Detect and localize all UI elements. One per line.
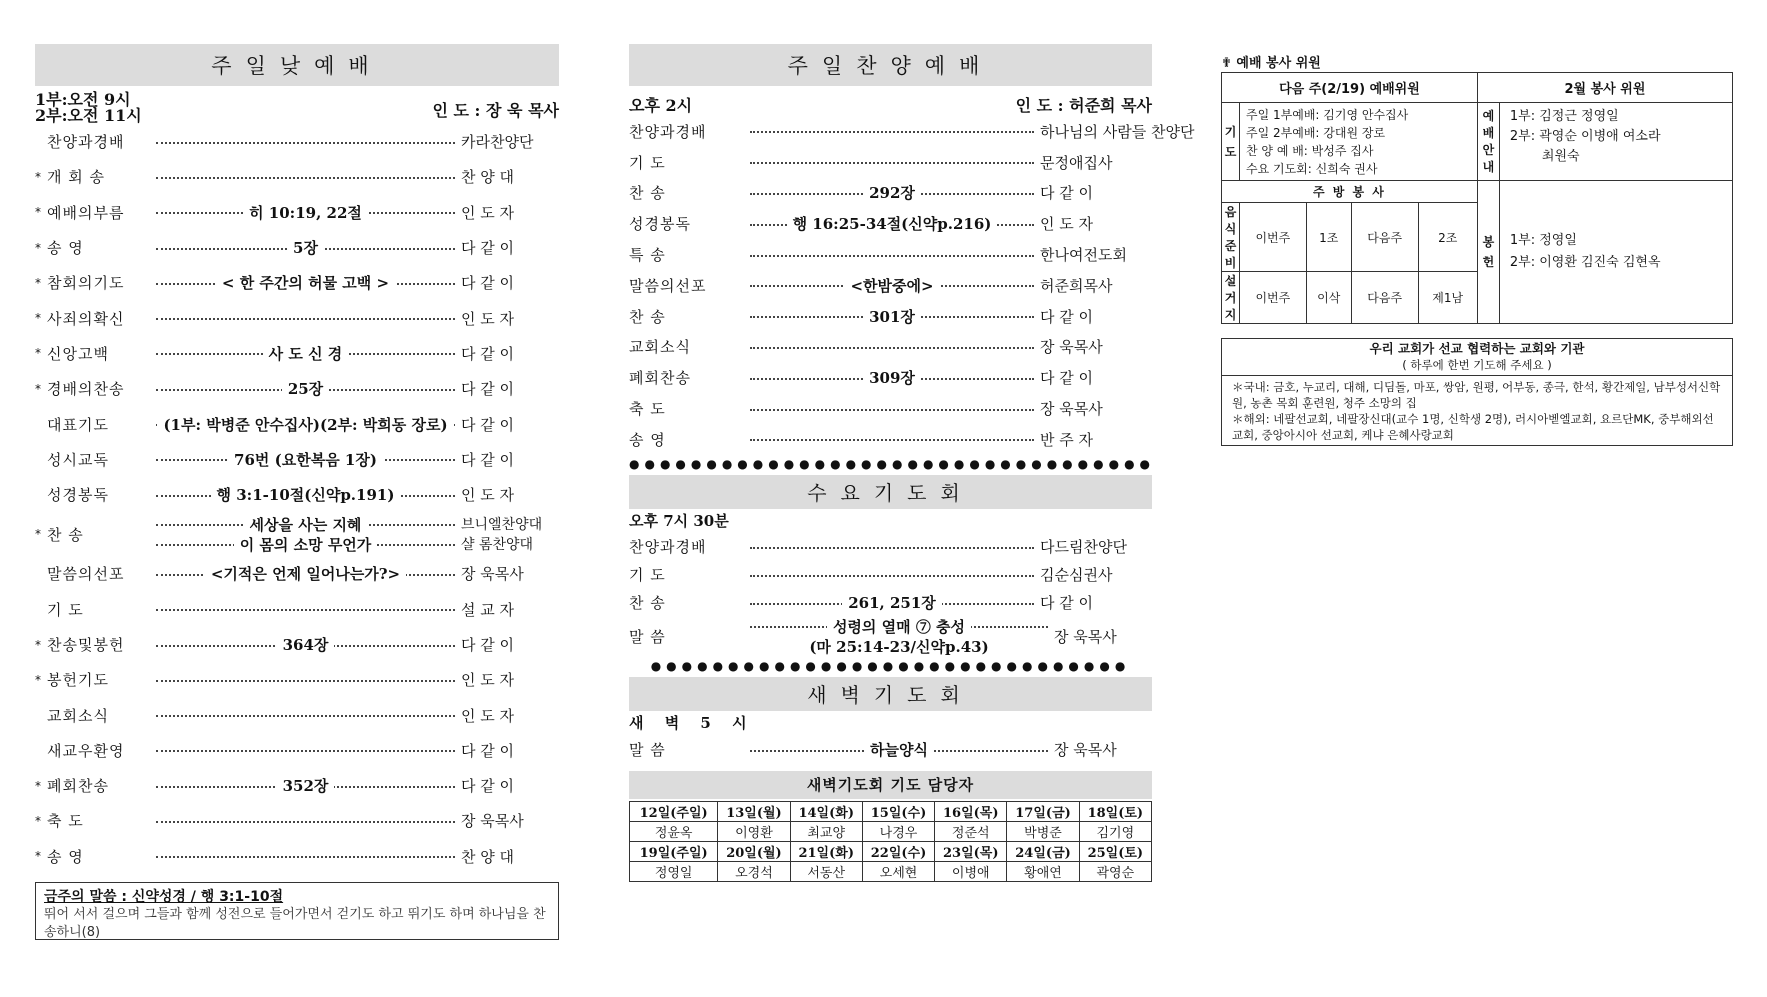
prayer-cell: 오세현: [862, 861, 934, 881]
item-detail: [156, 449, 455, 470]
item-person: 다 같 이: [461, 450, 515, 469]
item-detail: [156, 202, 455, 223]
item-person: 카라찬양단: [461, 133, 534, 152]
choir-songs: [156, 514, 455, 554]
dawn-schedule-title: 새벽기도회 기도 담당자: [629, 771, 1152, 799]
item-name: 송 영: [47, 847, 84, 866]
item-name: 기 도: [629, 153, 666, 172]
item-detail: [750, 306, 1034, 327]
wednesday-order-list: [629, 533, 1152, 617]
item-name: 개 회 송: [47, 168, 106, 187]
item-name: 찬 송: [629, 307, 666, 326]
item-person: 다 같 이: [461, 239, 515, 258]
item-person: 장 욱목사: [1040, 338, 1103, 357]
worship-item-row: [35, 442, 559, 477]
item-person: 인 도 자: [461, 671, 515, 690]
worship-item-row: [629, 424, 1152, 455]
item-person: 인 도 자: [461, 203, 515, 222]
prayer-cell: 곽영순: [1079, 861, 1151, 881]
worship-item-row: [629, 270, 1152, 301]
item-name: 새교우환영: [47, 741, 125, 760]
worship-item-row: [629, 147, 1152, 178]
item-name: 신앙고백: [47, 344, 109, 363]
item-person: 다드림찬양단: [1040, 538, 1127, 557]
usher-label: 예배안내: [1477, 103, 1499, 181]
dawn-sermon-row: 말 씀 하늘양식 장 욱목사: [629, 735, 1152, 765]
worship-item-row: [629, 239, 1152, 270]
prayer-cell: 정준석: [935, 821, 1007, 841]
wednesday-time: 오후 7시 30분: [629, 512, 729, 531]
item-detail: [156, 634, 455, 655]
offering-list: 1부: 정영일 2부: 이영환 김진숙 김현옥: [1499, 181, 1732, 324]
choir-1: 브니엘찬양대: [461, 517, 543, 534]
choir-2: 샬 롬찬양대: [461, 537, 534, 554]
item-detail-text: <기적은 언제 일어나는가?>: [205, 563, 406, 584]
worship-item-row: [35, 336, 559, 371]
prayer-cell: 16일(목): [935, 801, 1007, 821]
item-person: 한나여전도회: [1040, 246, 1127, 265]
offering-label: 봉헌: [1477, 181, 1499, 324]
month-header: 2월 봉사 위원: [1477, 73, 1732, 103]
worship-item-row: [629, 362, 1152, 393]
mission-title: 우리 교회가 선교 협력하는 교회와 기관: [1369, 341, 1585, 356]
dawn-service-title: 새벽기도회: [629, 677, 1152, 711]
item-person: 하나님의 사람들 찬양단: [1040, 122, 1195, 141]
item-person: 장 욱목사: [461, 812, 524, 831]
worship-item-row: [35, 839, 559, 874]
item-name: 참회의기도: [47, 274, 125, 293]
divider-dots-2: ●●●●●●●●●●●●●●●●●●●●●●●●●●●●●●●: [650, 658, 1131, 673]
item-name: 말씀의선포: [47, 565, 125, 584]
prayer-cell: 13일(월): [718, 801, 790, 821]
prayer-cell: 19일(주일): [630, 841, 718, 861]
prayer-label: 기도: [1222, 103, 1240, 181]
order-of-worship-list: [35, 124, 559, 512]
prayer-list: 주일 1부예배: 김기영 안수집사 주일 2부예배: 강대원 장로 찬 양 예 배: 박성주 집사 수요 기도회: 신희숙 권사: [1240, 103, 1478, 181]
worship-item-row: [629, 178, 1152, 209]
item-detail-text: 히 10:19, 22절: [243, 202, 368, 223]
prayer-cell: 12일(주일): [630, 801, 718, 821]
prayer-cell: 25일(토): [1079, 841, 1151, 861]
standing-mark: *: [35, 240, 41, 255]
item-person: 인 도 자: [461, 706, 515, 725]
worship-item-row: [35, 300, 559, 335]
sunday-service-title: 주일낮예배: [35, 44, 559, 86]
item-detail-text: 301장: [863, 306, 921, 327]
prayer-cell: 정윤옥: [630, 821, 718, 841]
standing-mark: *: [35, 672, 41, 687]
item-detail-text: (1부: 박병준 안수집사)(2부: 박희동 장로): [157, 414, 453, 435]
weekly-verse-title: 금주의 말씀 : 신약성경 / 행 3:1-10절: [44, 888, 284, 905]
item-name: 봉헌기도: [47, 671, 109, 690]
service-leader: 인 도 : 장 욱 목사: [432, 101, 559, 120]
item-detail: [156, 414, 455, 435]
item-detail: [156, 272, 455, 293]
sermon-scripture: (마 25:14-23/신약p.43): [809, 638, 989, 657]
sunday-service-timeline: [35, 92, 559, 124]
item-detail: [156, 563, 455, 584]
item-name: 찬 송: [47, 525, 84, 544]
worship-item-row: [35, 768, 559, 803]
sunday-service-section: [35, 44, 559, 940]
worship-item-row: [35, 627, 559, 662]
item-person: 다 같 이: [461, 636, 515, 654]
praise-service-time: 오후 2시: [629, 96, 693, 115]
item-detail-text: 352장: [277, 775, 335, 796]
worship-item-row: [35, 124, 559, 159]
mission-domestic: ＊국내: 금호, 누교리, 대해, 디딤돌, 마포, 쌍암, 원평, 어부동, 종극, 한석, 황간제일, 남부성서신학원, 농촌 목회 훈련원, 청주 소망의 집: [1232, 380, 1721, 410]
item-name: 송 영: [629, 430, 666, 449]
item-name: 교회소식: [47, 706, 109, 725]
item-detail: [750, 213, 1034, 234]
standing-mark: *: [35, 778, 41, 793]
worship-item-row: [629, 301, 1152, 332]
item-name: 기 도: [629, 566, 666, 585]
item-person: 다 같 이: [461, 415, 515, 434]
item-name: 축 도: [629, 400, 666, 419]
worship-item-row: [629, 208, 1152, 239]
item-person: 인 도 자: [1040, 215, 1094, 234]
item-detail: [156, 378, 455, 399]
item-name: 사죄의확신: [47, 309, 125, 328]
item-detail: [156, 237, 455, 258]
prayer-cell: 24일(금): [1007, 841, 1079, 861]
weekly-verse-box: [35, 882, 559, 940]
prayer-cell: 21일(화): [790, 841, 862, 861]
kitchen-row: 음식준비 이번주 1조 다음주 2조: [1222, 203, 1733, 272]
item-detail-text: 25장: [282, 378, 329, 399]
item-person: 찬 양 대: [461, 847, 515, 866]
prayer-cell: 이병애: [935, 861, 1007, 881]
worship-item-row: [35, 159, 559, 194]
prayer-cell: 나경우: [862, 821, 934, 841]
worship-item-row: [35, 662, 559, 697]
standing-mark: *: [35, 527, 41, 542]
item-detail: [156, 484, 455, 505]
prayer-cell: 17일(금): [1007, 801, 1079, 821]
item-name: 찬양과경배: [629, 122, 707, 141]
item-person: 김순심권사: [1040, 566, 1113, 585]
weekly-verse-body: 뛰어 서서 걸으며 그들과 함께 성전으로 들어가면서 걷기도 하고 뛰기도 하며 하나님을 찬송하니(8): [44, 906, 546, 940]
item-name: 찬양과경배: [629, 538, 707, 557]
item-detail-text: 364장: [277, 634, 335, 655]
standing-mark: *: [35, 346, 41, 361]
item-name: 찬양과경배: [47, 133, 125, 152]
item-person: 인 도 자: [461, 309, 515, 328]
item-person: 장 욱목사: [461, 565, 524, 584]
worship-item-row: [35, 195, 559, 230]
order-of-worship-list-2: [35, 556, 559, 874]
item-name: 축 도: [47, 812, 84, 831]
worship-item-row: [629, 561, 1152, 589]
item-detail: [750, 592, 1034, 613]
item-person: 다 같 이: [461, 741, 515, 760]
item-name: 기 도: [47, 600, 84, 619]
prayer-cell: 김기영: [1079, 821, 1151, 841]
item-name: 예배의부름: [47, 203, 125, 222]
worship-item-row: [35, 803, 559, 838]
item-detail: [156, 775, 455, 796]
worship-item-row: [35, 697, 559, 732]
praise-service-title: 주일찬양예배: [629, 44, 1152, 86]
service-staff-title: ✟ 예배 봉사 위원: [1221, 56, 1321, 71]
item-name: 성경봉독: [629, 215, 691, 234]
item-person: 다 같 이: [461, 380, 515, 399]
item-detail-text: 292장: [863, 182, 921, 203]
item-person: 인 도 자: [461, 486, 515, 505]
choir-song-2: 이 몸의 소망 무언가: [234, 534, 378, 555]
service-staff-table: [1221, 72, 1733, 324]
worship-item-row: [35, 592, 559, 627]
prayer-cell: 오경석: [718, 861, 790, 881]
item-detail: [156, 343, 455, 364]
item-detail-text: 76번 (요한복음 1장): [228, 449, 383, 470]
standing-mark: *: [35, 849, 41, 864]
item-detail-text: 사 도 신 경: [263, 343, 349, 364]
item-detail: [750, 275, 1034, 296]
item-person: 허준희목사: [1040, 276, 1113, 295]
item-name: 찬 송: [629, 184, 666, 203]
dawn-time: 새 벽 5 시: [629, 714, 755, 733]
worship-item-row: [35, 371, 559, 406]
choir-song-1: 세상을 사는 지혜: [244, 514, 368, 535]
item-detail: [750, 182, 1034, 203]
mission-subtitle: ( 하루에 한번 기도해 주세요 ): [1402, 358, 1552, 372]
worship-item-row: [629, 332, 1152, 363]
afternoon-services-section: [629, 44, 1195, 882]
dawn-prayer-table: [629, 801, 1152, 882]
item-detail-text: 행 16:25-34절(신약p.216): [787, 213, 998, 234]
item-name: 경배의찬송: [47, 380, 125, 399]
prayer-cell: 14일(화): [790, 801, 862, 821]
standing-mark: *: [35, 275, 41, 290]
praise-order-list: [629, 116, 1195, 455]
worship-item-row: [629, 589, 1152, 617]
prayer-cell: 20일(월): [718, 841, 790, 861]
service-time-2: 2부:오전 11시: [35, 106, 142, 125]
item-detail: [750, 367, 1034, 388]
prayer-cell: 황애연: [1007, 861, 1079, 881]
prayer-cell: 18일(토): [1079, 801, 1151, 821]
item-detail-text: 309장: [863, 367, 921, 388]
item-person: 다 같 이: [461, 777, 515, 796]
item-name: 성경봉독: [47, 486, 109, 505]
item-name: 말 씀: [629, 628, 666, 647]
prayer-cell: 박병준: [1007, 821, 1079, 841]
worship-item-row: [35, 406, 559, 441]
prayer-cell: 22일(수): [862, 841, 934, 861]
item-name: 대표기도: [47, 415, 109, 434]
worship-item-row: [629, 533, 1152, 561]
praise-service-leader: 인 도 : 허준희 목사: [1015, 96, 1152, 115]
sermon-title: 성령의 열매 ⑦ 충성: [827, 616, 971, 637]
item-name: 특 송: [629, 246, 666, 265]
worship-item-row: [629, 116, 1195, 147]
kitchen-header: 주 방 봉 사: [1222, 181, 1478, 203]
item-person: 설 교 자: [461, 600, 515, 619]
standing-mark: *: [35, 813, 41, 828]
worship-item-row: [629, 393, 1152, 424]
worship-item-row: [35, 556, 559, 591]
item-person: 문정애집사: [1040, 153, 1113, 172]
item-name: 말씀의선포: [629, 276, 707, 295]
item-person: 다 같 이: [1040, 184, 1094, 203]
item-name: 폐회찬송: [629, 369, 691, 388]
item-detail-text: < 한 주간의 허물 고백 >: [216, 272, 395, 293]
standing-mark: *: [35, 205, 41, 220]
standing-mark: *: [35, 311, 41, 326]
divider-dots: ●●●●●●●●●●●●●●●●●●●●●●●●●●●●●●●●●●: [629, 456, 1156, 471]
item-person: 다 같 이: [461, 274, 515, 293]
next-week-header: 다음 주(2/19) 예배위원: [1222, 73, 1478, 103]
worship-item-row: [35, 230, 559, 265]
item-name: 찬 송: [629, 594, 666, 613]
prayer-cell: 이영환: [718, 821, 790, 841]
wednesday-sermon-row: [629, 617, 1152, 657]
worship-item-row: [35, 477, 559, 512]
prayer-cell: 15일(수): [862, 801, 934, 821]
mission-overseas: ＊해외: 네팔선교회, 네팔장신대(교수 1명, 신학생 2명), 러시아벧엘교회, 요르단MK, 중부해외선교회, 중앙아시아 선교회, 케냐 은혜사랑교회: [1232, 412, 1714, 442]
item-name: 성시교독: [47, 450, 109, 469]
service-staff-section: [1221, 52, 1733, 446]
standing-mark: *: [35, 637, 41, 652]
choir-row: [35, 512, 559, 556]
prayer-cell: 정영일: [630, 861, 718, 881]
item-person: 다 같 이: [1040, 594, 1094, 613]
service-time-1: 1부:오전 9시: [35, 90, 131, 109]
item-detail-text: 261, 251장: [842, 592, 942, 613]
standing-mark: *: [35, 381, 41, 396]
item-name: 송 영: [47, 239, 84, 258]
item-person: 반 주 자: [1040, 430, 1094, 449]
item-detail-text: 5장: [287, 237, 324, 258]
prayer-cell: 23일(목): [935, 841, 1007, 861]
dawn-sermon-title: 하늘양식: [864, 739, 934, 760]
wednesday-service-title: 수요기도회: [629, 475, 1152, 509]
mission-partners-box: [1221, 338, 1733, 446]
item-name: 찬송및봉헌: [47, 636, 125, 654]
dish-row: 설거지 이번주 이삭 다음주 제1남: [1222, 272, 1733, 324]
item-person: 다 같 이: [1040, 307, 1094, 326]
prayer-cell: 서동산: [790, 861, 862, 881]
standing-mark: *: [35, 169, 41, 184]
usher-list: 1부: 김정근 정영일 2부: 곽영순 이병애 여소라 최원숙: [1499, 103, 1732, 181]
item-detail-text: 행 3:1-10절(신약p.191): [211, 484, 401, 505]
prayer-cell: 최교양: [790, 821, 862, 841]
item-person: 장 욱목사: [1040, 400, 1103, 419]
worship-item-row: [35, 733, 559, 768]
dawn-preacher: 장 욱목사: [1054, 741, 1117, 760]
preacher: 장 욱목사: [1054, 628, 1117, 647]
item-name: 폐회찬송: [47, 777, 109, 796]
item-detail-text: <한밤중에>: [844, 275, 939, 296]
item-person: 찬 양 대: [461, 168, 515, 187]
worship-item-row: [35, 265, 559, 300]
item-name: 교회소식: [629, 338, 691, 357]
item-person: 다 같 이: [1040, 369, 1094, 388]
item-person: 다 같 이: [461, 344, 515, 363]
